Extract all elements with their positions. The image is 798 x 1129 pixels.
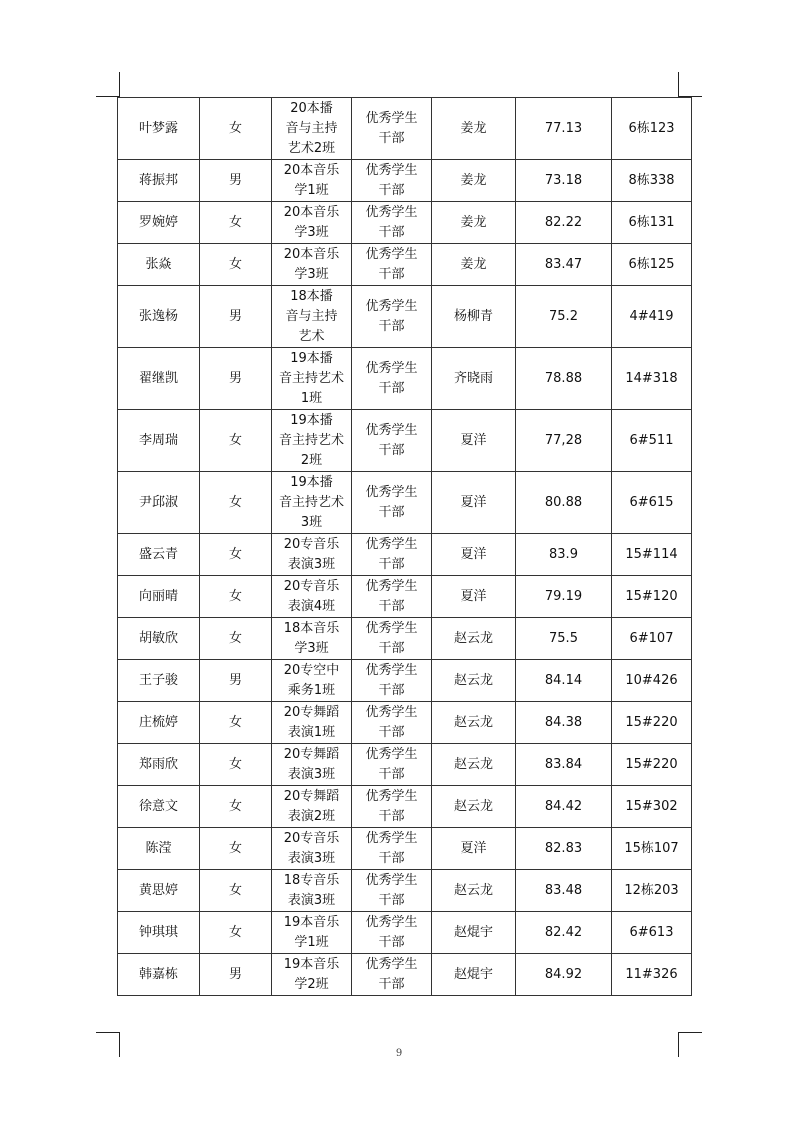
- student-name-cell: 罗婉婷: [118, 202, 200, 244]
- counselor-name-cell: 赵焜宇: [432, 954, 516, 996]
- counselor-name-cell: 赵云龙: [432, 744, 516, 786]
- gender-cell: 女: [200, 786, 272, 828]
- score-cell: 83.84: [516, 744, 612, 786]
- gender-cell: 男: [200, 954, 272, 996]
- score-cell: 83.9: [516, 534, 612, 576]
- counselor-name-cell: 齐晓雨: [432, 348, 516, 410]
- counselor-name-cell: 杨柳青: [432, 286, 516, 348]
- award-title-cell: 优秀学生 干部: [352, 160, 432, 202]
- gender-cell: 女: [200, 744, 272, 786]
- dorm-room-cell: 15#120: [612, 576, 692, 618]
- score-cell: 77,28: [516, 410, 612, 472]
- dorm-room-cell: 15#302: [612, 786, 692, 828]
- student-name-cell: 王子骏: [118, 660, 200, 702]
- award-title-cell: 优秀学生 干部: [352, 786, 432, 828]
- table-row: [118, 286, 692, 348]
- dorm-room-cell: 14#318: [612, 348, 692, 410]
- score-cell: 82.42: [516, 912, 612, 954]
- gender-cell: 女: [200, 618, 272, 660]
- roster-body: [118, 98, 692, 996]
- table-row: [118, 870, 692, 912]
- page-number: 9: [395, 1048, 403, 1059]
- crop-mark-bottom-left-horizontal: [96, 1032, 120, 1033]
- class-name-cell: 18本音乐 学3班: [272, 618, 352, 660]
- class-name-cell: 20本音乐 学3班: [272, 202, 352, 244]
- award-title-cell: 优秀学生 干部: [352, 576, 432, 618]
- dorm-room-cell: 6栋131: [612, 202, 692, 244]
- class-name-cell: 19本音乐 学2班: [272, 954, 352, 996]
- award-title-cell: 优秀学生 干部: [352, 472, 432, 534]
- counselor-name-cell: 赵云龙: [432, 618, 516, 660]
- award-title-cell: 优秀学生 干部: [352, 410, 432, 472]
- score-cell: 77.13: [516, 98, 612, 160]
- student-name-cell: 翟继凯: [118, 348, 200, 410]
- award-title-cell: 优秀学生 干部: [352, 98, 432, 160]
- student-name-cell: 蒋振邦: [118, 160, 200, 202]
- award-title-cell: 优秀学生 干部: [352, 618, 432, 660]
- dorm-room-cell: 15#114: [612, 534, 692, 576]
- class-name-cell: 20专舞蹈 表演2班: [272, 786, 352, 828]
- score-cell: 83.48: [516, 870, 612, 912]
- crop-mark-top-right-vertical: [678, 72, 679, 97]
- counselor-name-cell: 赵云龙: [432, 786, 516, 828]
- dorm-room-cell: 15#220: [612, 702, 692, 744]
- counselor-name-cell: 夏洋: [432, 534, 516, 576]
- counselor-name-cell: 赵云龙: [432, 702, 516, 744]
- counselor-name-cell: 姜龙: [432, 98, 516, 160]
- counselor-name-cell: 赵云龙: [432, 660, 516, 702]
- table-row: [118, 534, 692, 576]
- score-cell: 73.18: [516, 160, 612, 202]
- class-name-cell: 20本音乐 学1班: [272, 160, 352, 202]
- table-row: [118, 472, 692, 534]
- award-title-cell: 优秀学生 干部: [352, 870, 432, 912]
- table-row: [118, 660, 692, 702]
- student-name-cell: 徐意文: [118, 786, 200, 828]
- counselor-name-cell: 姜龙: [432, 202, 516, 244]
- dorm-room-cell: 15#220: [612, 744, 692, 786]
- dorm-room-cell: 6栋125: [612, 244, 692, 286]
- student-name-cell: 尹邱淑: [118, 472, 200, 534]
- score-cell: 84.42: [516, 786, 612, 828]
- table-row: [118, 744, 692, 786]
- class-name-cell: 19本播 音主持艺术 2班: [272, 410, 352, 472]
- table-row: [118, 954, 692, 996]
- class-name-cell: 20专音乐 表演4班: [272, 576, 352, 618]
- dorm-room-cell: 8栋338: [612, 160, 692, 202]
- counselor-name-cell: 赵焜宇: [432, 912, 516, 954]
- crop-mark-bottom-right-horizontal: [678, 1032, 702, 1033]
- class-name-cell: 18专音乐 表演3班: [272, 870, 352, 912]
- gender-cell: 女: [200, 912, 272, 954]
- counselor-name-cell: 夏洋: [432, 828, 516, 870]
- student-name-cell: 胡敏欣: [118, 618, 200, 660]
- table-row: [118, 702, 692, 744]
- award-title-cell: 优秀学生 干部: [352, 286, 432, 348]
- award-title-cell: 优秀学生 干部: [352, 828, 432, 870]
- class-name-cell: 18本播 音与主持 艺术: [272, 286, 352, 348]
- award-title-cell: 优秀学生 干部: [352, 744, 432, 786]
- gender-cell: 女: [200, 472, 272, 534]
- counselor-name-cell: 姜龙: [432, 244, 516, 286]
- gender-cell: 男: [200, 348, 272, 410]
- award-title-cell: 优秀学生 干部: [352, 202, 432, 244]
- student-roster-table: [117, 97, 692, 996]
- counselor-name-cell: 姜龙: [432, 160, 516, 202]
- score-cell: 79.19: [516, 576, 612, 618]
- dorm-room-cell: 6#107: [612, 618, 692, 660]
- score-cell: 75.2: [516, 286, 612, 348]
- award-title-cell: 优秀学生 干部: [352, 534, 432, 576]
- counselor-name-cell: 夏洋: [432, 576, 516, 618]
- gender-cell: 男: [200, 660, 272, 702]
- score-cell: 75.5: [516, 618, 612, 660]
- award-title-cell: 优秀学生 干部: [352, 348, 432, 410]
- table-row: [118, 244, 692, 286]
- table-row: [118, 786, 692, 828]
- table-row: [118, 912, 692, 954]
- class-name-cell: 19本播 音主持艺术 3班: [272, 472, 352, 534]
- crop-mark-top-left-vertical: [119, 72, 120, 97]
- dorm-room-cell: 6#615: [612, 472, 692, 534]
- class-name-cell: 20专空中 乘务1班: [272, 660, 352, 702]
- table-row: [118, 828, 692, 870]
- award-title-cell: 优秀学生 干部: [352, 912, 432, 954]
- dorm-room-cell: 10#426: [612, 660, 692, 702]
- table-row: [118, 576, 692, 618]
- table-row: [118, 618, 692, 660]
- dorm-room-cell: 6#511: [612, 410, 692, 472]
- table-row: [118, 160, 692, 202]
- class-name-cell: 20专音乐 表演3班: [272, 534, 352, 576]
- score-cell: 82.22: [516, 202, 612, 244]
- score-cell: 80.88: [516, 472, 612, 534]
- score-cell: 82.83: [516, 828, 612, 870]
- student-name-cell: 韩嘉栋: [118, 954, 200, 996]
- score-cell: 84.92: [516, 954, 612, 996]
- class-name-cell: 20专舞蹈 表演1班: [272, 702, 352, 744]
- score-cell: 84.38: [516, 702, 612, 744]
- class-name-cell: 20专音乐 表演3班: [272, 828, 352, 870]
- gender-cell: 女: [200, 870, 272, 912]
- student-name-cell: 郑雨欣: [118, 744, 200, 786]
- table-row: [118, 98, 692, 160]
- student-name-cell: 陈滢: [118, 828, 200, 870]
- student-name-cell: 张逸杨: [118, 286, 200, 348]
- gender-cell: 男: [200, 286, 272, 348]
- gender-cell: 女: [200, 98, 272, 160]
- gender-cell: 男: [200, 160, 272, 202]
- dorm-room-cell: 4#419: [612, 286, 692, 348]
- award-title-cell: 优秀学生 干部: [352, 954, 432, 996]
- dorm-room-cell: 6栋123: [612, 98, 692, 160]
- counselor-name-cell: 夏洋: [432, 472, 516, 534]
- class-name-cell: 19本音乐 学1班: [272, 912, 352, 954]
- dorm-room-cell: 15栋107: [612, 828, 692, 870]
- gender-cell: 女: [200, 244, 272, 286]
- gender-cell: 女: [200, 828, 272, 870]
- table-row: [118, 348, 692, 410]
- award-title-cell: 优秀学生 干部: [352, 702, 432, 744]
- student-name-cell: 钟琪琪: [118, 912, 200, 954]
- student-name-cell: 黄思婷: [118, 870, 200, 912]
- counselor-name-cell: 赵云龙: [432, 870, 516, 912]
- award-title-cell: 优秀学生 干部: [352, 660, 432, 702]
- score-cell: 83.47: [516, 244, 612, 286]
- class-name-cell: 20本播 音与主持 艺术2班: [272, 98, 352, 160]
- student-name-cell: 张焱: [118, 244, 200, 286]
- student-name-cell: 李周瑞: [118, 410, 200, 472]
- dorm-room-cell: 6#613: [612, 912, 692, 954]
- student-name-cell: 叶梦露: [118, 98, 200, 160]
- gender-cell: 女: [200, 202, 272, 244]
- gender-cell: 女: [200, 576, 272, 618]
- table-row: [118, 202, 692, 244]
- class-name-cell: 20本音乐 学3班: [272, 244, 352, 286]
- dorm-room-cell: 11#326: [612, 954, 692, 996]
- score-cell: 84.14: [516, 660, 612, 702]
- dorm-room-cell: 12栋203: [612, 870, 692, 912]
- student-name-cell: 庄梳婷: [118, 702, 200, 744]
- class-name-cell: 19本播 音主持艺术 1班: [272, 348, 352, 410]
- gender-cell: 女: [200, 410, 272, 472]
- gender-cell: 女: [200, 534, 272, 576]
- gender-cell: 女: [200, 702, 272, 744]
- table-row: [118, 410, 692, 472]
- student-name-cell: 向丽晴: [118, 576, 200, 618]
- counselor-name-cell: 夏洋: [432, 410, 516, 472]
- award-title-cell: 优秀学生 干部: [352, 244, 432, 286]
- class-name-cell: 20专舞蹈 表演3班: [272, 744, 352, 786]
- score-cell: 78.88: [516, 348, 612, 410]
- student-name-cell: 盛云青: [118, 534, 200, 576]
